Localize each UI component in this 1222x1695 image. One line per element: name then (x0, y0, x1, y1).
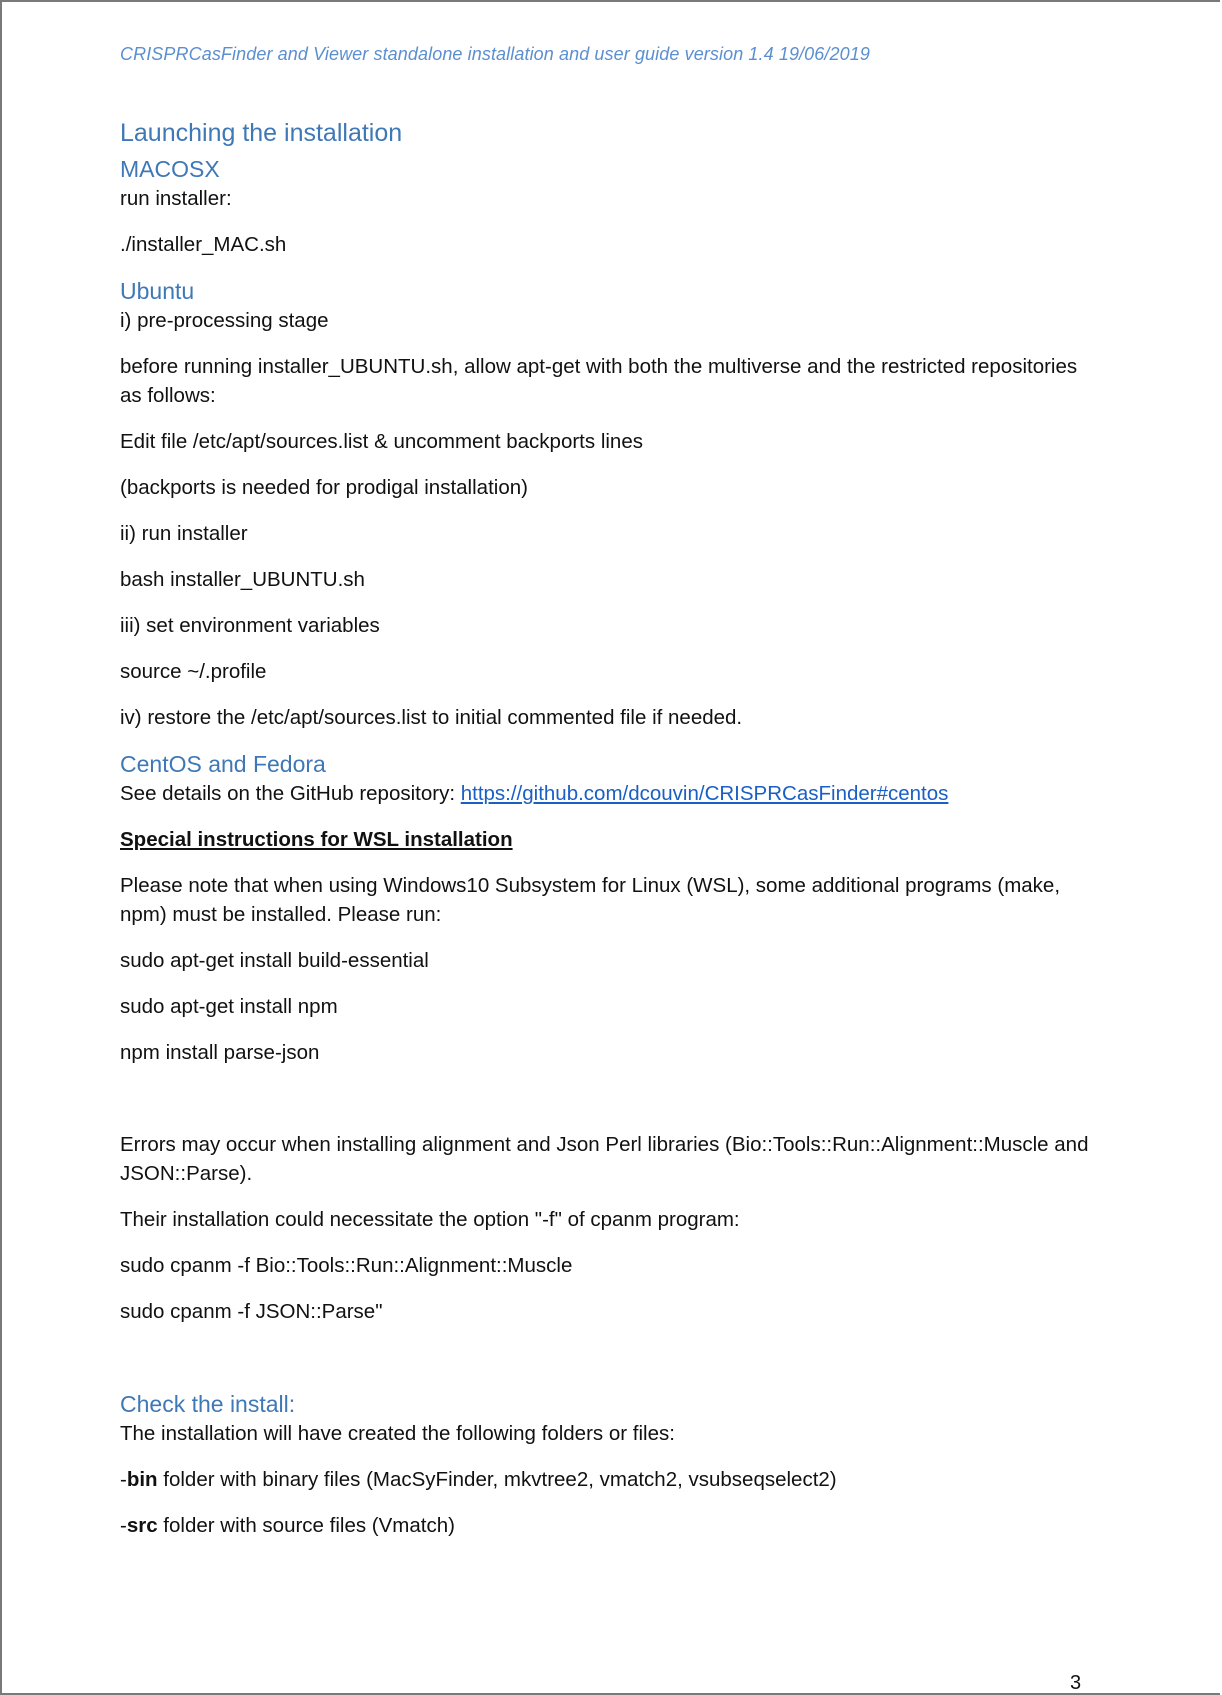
ubuntu-step1: i) pre-processing stage (120, 309, 329, 332)
check-src (120, 1511, 1100, 1540)
errors-para: Errors may occur when installing alignment and Json Perl libraries (Bio::Tools::Run::Alignment::Muscle and JSON::Parse). (120, 1133, 1089, 1185)
errors-cmd2: sudo cpanm -f JSON::Parse" (120, 1300, 383, 1323)
wsl-para: Please note that when using Windows10 Subsystem for Linux (WSL), some additional programs (make, npm) must be installed. Please run: (120, 874, 1061, 926)
macosx-cmd: ./installer_MAC.sh (120, 233, 287, 256)
wsl-heading: Special instructions for WSL installation (120, 828, 513, 851)
wsl-cmd1: sudo apt-get install build-essential (120, 949, 429, 972)
check-heading: Check the install: (120, 1391, 296, 1417)
centos-heading: CentOS and Fedora (120, 751, 326, 777)
src-prefix: - (120, 1514, 127, 1537)
bin-prefix: - (120, 1468, 127, 1491)
check-intro: The installation will have created the following folders or files: (120, 1422, 675, 1445)
macosx-line1: run installer: (120, 187, 232, 210)
spacer (120, 1343, 1100, 1389)
github-link[interactable]: https://github.com/dcouvin/CRISPRCasFinder#centos (460, 782, 949, 805)
ubuntu-step3: iii) set environment variables (120, 614, 380, 637)
errors-cmd1: sudo cpanm -f Bio::Tools::Run::Alignment::Muscle (120, 1254, 573, 1277)
ubuntu-cmd2: bash installer_UBUNTU.sh (120, 568, 365, 591)
src-text: folder with source files (Vmatch) (157, 1514, 455, 1537)
macosx-heading: MACOSX (120, 156, 220, 182)
src-label: src (126, 1514, 158, 1537)
page-header: CRISPRCasFinder and Viewer standalone installation and user guide version 1.4 19/06/2019 (120, 44, 870, 64)
bin-text: folder with binary files (MacSyFinder, mkvtree2, vmatch2, vsubseqselect2) (157, 1468, 837, 1491)
centos-text: See details on the GitHub repository: (120, 782, 461, 805)
spacer (120, 1084, 1100, 1130)
ubuntu-backports: (backports is needed for prodigal installation) (120, 476, 528, 499)
ubuntu-cmd3: source ~/.profile (120, 660, 267, 683)
launch-heading: Launching the installation (120, 119, 403, 147)
wsl-cmd3: npm install parse-json (120, 1041, 320, 1064)
errors-para2: Their installation could necessitate the option "-f" of cpanm program: (120, 1208, 740, 1231)
wsl-cmd2: sudo apt-get install npm (120, 995, 338, 1018)
ubuntu-edit: Edit file /etc/apt/sources.list & uncomment backports lines (120, 430, 643, 453)
check-bin (120, 1465, 1100, 1494)
centos-line (120, 779, 1100, 808)
bin-label: bin (126, 1468, 158, 1491)
document-body (120, 118, 1100, 1557)
page-number: 3 (1070, 1672, 1082, 1694)
ubuntu-para1: before running installer_UBUNTU.sh, allow apt-get with both the multiverse and the restricted repositories as follows: (120, 355, 1078, 407)
ubuntu-step4: iv) restore the /etc/apt/sources.list to initial commented file if needed. (120, 706, 743, 729)
ubuntu-heading: Ubuntu (120, 278, 195, 304)
ubuntu-step2: ii) run installer (120, 522, 248, 545)
